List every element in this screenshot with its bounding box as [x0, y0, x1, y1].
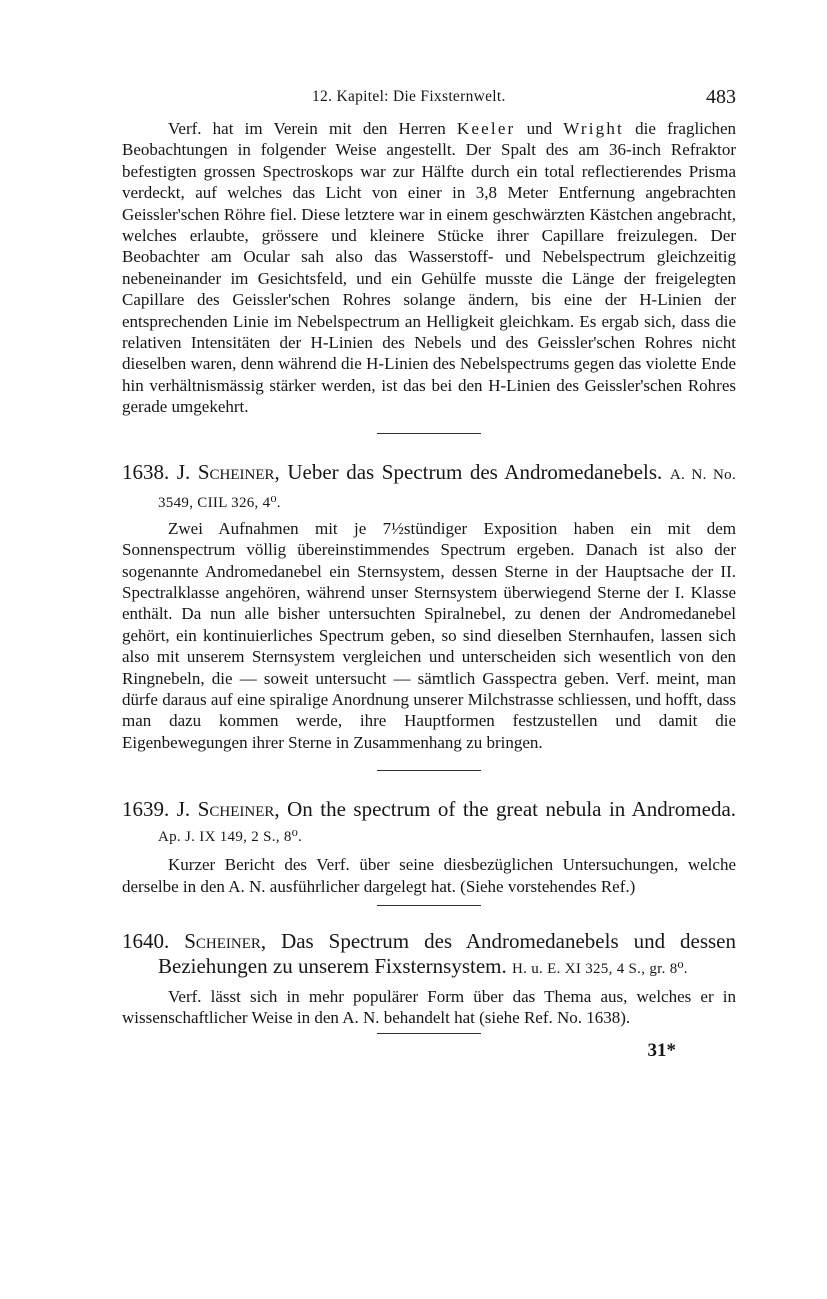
- book-page: [122, 84, 736, 1062]
- separator-rule: [377, 770, 481, 771]
- author-initial: J.: [176, 797, 191, 822]
- entry-title: Ueber das Spectrum des Andromedanebels.: [287, 459, 663, 484]
- entry-title: Das Spectrum des Andromedanebels und dessen Beziehungen zu unserem Fixsternsystem.: [158, 928, 736, 978]
- entry-abstract: Kurzer Bericht des Verf. über seine diesbezüglichen Untersuchungen, welche derselbe in den A. N. ausführlicher dargelegt hat. (Siehe vorstehendes Ref.): [122, 855, 736, 896]
- entry-1639: [122, 797, 736, 897]
- entry-heading: [122, 929, 736, 982]
- entry-1640: [122, 929, 736, 1029]
- entry-number: 1638.: [122, 459, 170, 484]
- separator-rule: [377, 905, 481, 906]
- entry-1638: [122, 460, 736, 753]
- author-initial: J.: [176, 459, 191, 484]
- separator-rule: [377, 1033, 481, 1034]
- person-name-keeler: Keeler: [456, 119, 516, 138]
- continued-text-b: und: [515, 119, 564, 138]
- author-name: Scheiner,: [184, 928, 267, 953]
- continued-text-a: Verf. hat im Verein mit den Herren: [168, 119, 457, 138]
- continued-text-c: die fraglichen Beobachtungen in folgender Weise angestellt. Der Spalt des am 36-inch Refraktor befestigten grossen Spectroskops war zur Hälfte durch ein total reflectierendes Prisma verdeckt, auf welches das Licht von einer in 3,8 Meter Entfernung angebrachten Geissler'schen Röhre fiel. Diese letztere war in einem geschwärzten Kästchen angebracht, welches erlaubte, grössere und kleinere Stücke ihrer Capillare freizulegen. Der Beobachter am Ocular sah also das Wasserstoff- und Nebelspectrum gleichzeitig nebeneinander im Gesichtsfeld, und ein Gehülfe musste die Länge der freigelegten Capillare des Geissler'schen Rohres solange ändern, bis eine der H-Linien der entsprechenden Linie im Nebelspectrum an Helligkeit gleichkam. Es ergab sich, dass die relativen Intensitäten der H-Linien des Nebels und des Geissler'schen Rohres nicht dieselben waren, denn während die H-Linien des Nebelspectrums gegen das violette Ende hin verhältnismässig stärker werden, ist das bei den H-Linien des Geissler'schen Rohres gerade umgekehrt.: [122, 119, 736, 417]
- entry-number: 1639.: [122, 797, 170, 822]
- entry-citation: Ap. J. IX 149, 2 S., 8⁰.: [158, 829, 303, 846]
- signature-mark: 31*: [647, 1039, 676, 1061]
- entry-citation: H. u. E. XI 325, 4 S., gr. 8⁰.: [512, 960, 688, 977]
- running-title: 12. Kapitel: Die Fixsternwelt.: [312, 88, 506, 105]
- person-name-wright: Wright: [563, 119, 624, 138]
- entry-number: 1640.: [122, 928, 170, 953]
- page-number: 483: [706, 86, 736, 108]
- entry-abstract: Verf. lässt sich in mehr populärer Form über das Thema aus, welches er in wissenschaftlicher Weise in den A. N. behandelt hat (siehe Ref. No. 1638).: [122, 986, 736, 1028]
- entry-abstract: Zwei Aufnahmen mit je 7½stündiger Exposition haben ein mit dem Sonnenspectrum völlig übereinstimmendes Spectrum ergeben. Danach ist also der sogenannte Andromedanebel ein Sternsystem, dessen Sterne in der Hauptsache der II. Spectralklasse angehören, während unser Sternsystem überwiegend Sterne der I. Klasse enthält. Da nun alle bisher untersuchten Spiralnebel, zu denen der Andromedanebel gehört, ein kontinuierliches Spectrum geben, so sind dieselben Sternhaufen, lassen sich also mit unserem Sternsystem vergleichen und unterscheiden sich wesentlich von den Ringnebeln, die — soweit untersucht — sämtlich Gasspectra geben. Verf. meint, man dürfe daraus auf eine spiralige Anordnung unserer Milchstrasse schliessen, und hofft, dass man dazu kommen werde, ihre Hauptformen festzustellen und damit die Eigenbewegungen ihrer Sterne in Zusammenhang zu bringen.: [122, 518, 736, 752]
- entry-heading: [122, 797, 736, 850]
- entry-title: On the spectrum of the great nebula in Andromeda.: [287, 797, 737, 822]
- entry-citation: A. N. No. 3549, CIIL 326, 4⁰.: [158, 466, 736, 511]
- entry-heading: [122, 460, 736, 516]
- author-name: Scheiner,: [197, 459, 280, 484]
- author-name: Scheiner,: [197, 797, 280, 822]
- running-head: [122, 84, 736, 112]
- separator-rule: [377, 433, 481, 434]
- continued-abstract: [122, 118, 736, 418]
